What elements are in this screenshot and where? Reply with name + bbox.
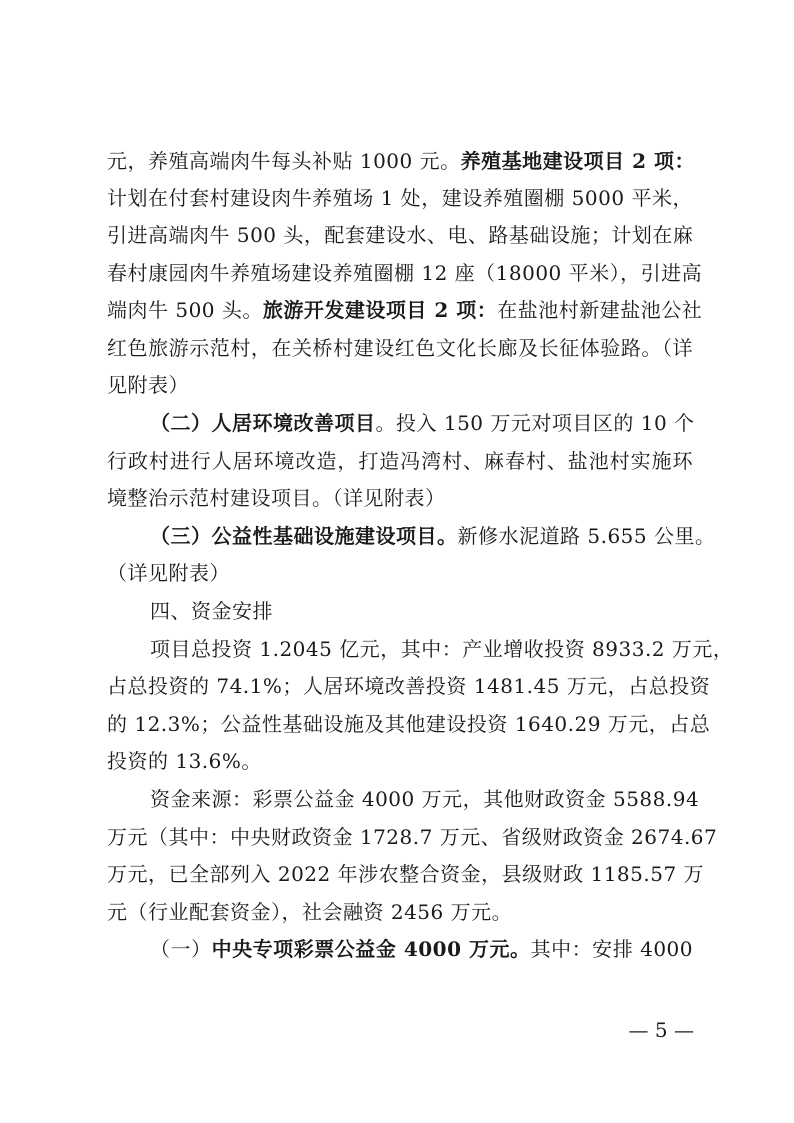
section-line: [150, 521, 716, 551]
section-line: [150, 408, 693, 438]
body-line: [107, 146, 693, 176]
body-line: 万元，已全部列入 2022 年涉农整合资金，县级财政 1185.57 万: [107, 862, 705, 886]
body-line: 元（行业配套资金），社会融资 2456 万元。: [107, 900, 513, 924]
body-line: 计划在付套村建设肉牛养殖场 1 处，建设养殖圈棚 5000 平米，: [107, 186, 693, 210]
section-heading: （三）公益性基础设施建设项目。: [150, 524, 458, 548]
body-line: 投资的 13.6%。: [107, 749, 262, 773]
body-text: 新修水泥道路 5.655 公里。: [457, 524, 716, 548]
body-line: （详见附表）: [107, 561, 230, 585]
body-text: 。投入 150 万元对项目区的 10 个: [375, 411, 695, 435]
body-line: 引进高端肉牛 500 头，配套建设水、电、路基础设施；计划在麻: [107, 223, 694, 247]
body-line: 春村康园肉牛养殖场建设养殖圈棚 12 座（18000 平米），引进高: [107, 261, 703, 285]
section-title: 四、资金安排: [150, 599, 273, 623]
body-line: 行政村进行人居环境改造，打造冯湾村、麻春村、盐池村实施环: [107, 449, 693, 473]
body-line: 红色旅游示范村，在关桥村建设红色文化长廊及长征体验路。（详: [107, 336, 693, 360]
body-text: 其中：安排 4000: [530, 937, 694, 961]
body-text: 在盐池村新建盐池公社: [497, 298, 703, 322]
section-heading: （二）人居环境改善项目: [150, 411, 376, 435]
heading-text: 旅游开发建设项目 2 项：: [262, 298, 498, 322]
body-line: 万元（其中：中央财政资金 1728.7 万元、省级财政资金 2674.67: [107, 825, 718, 849]
page-number: — 5 —: [628, 1018, 694, 1042]
section-heading: 中央专项彩票公益金 4000 万元。: [211, 937, 531, 961]
body-line: [107, 295, 703, 325]
body-line: 的 12.3%；公益性基础设施及其他建设投资 1640.29 万元，占总: [107, 712, 711, 736]
body-text: 端肉牛 500 头。: [107, 298, 263, 322]
body-line: 项目总投资 1.2045 亿元，其中：产业增收投资 8933.2 万元，: [150, 637, 734, 661]
body-line: 境整治示范村建设项目。（详见附表）: [107, 486, 446, 510]
body-text: （一）: [150, 937, 212, 961]
body-line: 资金来源：彩票公益金 4000 万元，其他财政资金 5588.94: [150, 787, 700, 811]
section-line: [150, 934, 693, 964]
heading-text: 养殖基地建设项目 2 项：: [460, 149, 695, 173]
body-text: 元，养殖高端肉牛每头补贴 1000 元。: [107, 149, 461, 173]
body-line: 见附表）: [107, 373, 189, 397]
body-line: 占总投资的 74.1%；人居环境改善投资 1481.45 万元，占总投资: [107, 674, 711, 698]
